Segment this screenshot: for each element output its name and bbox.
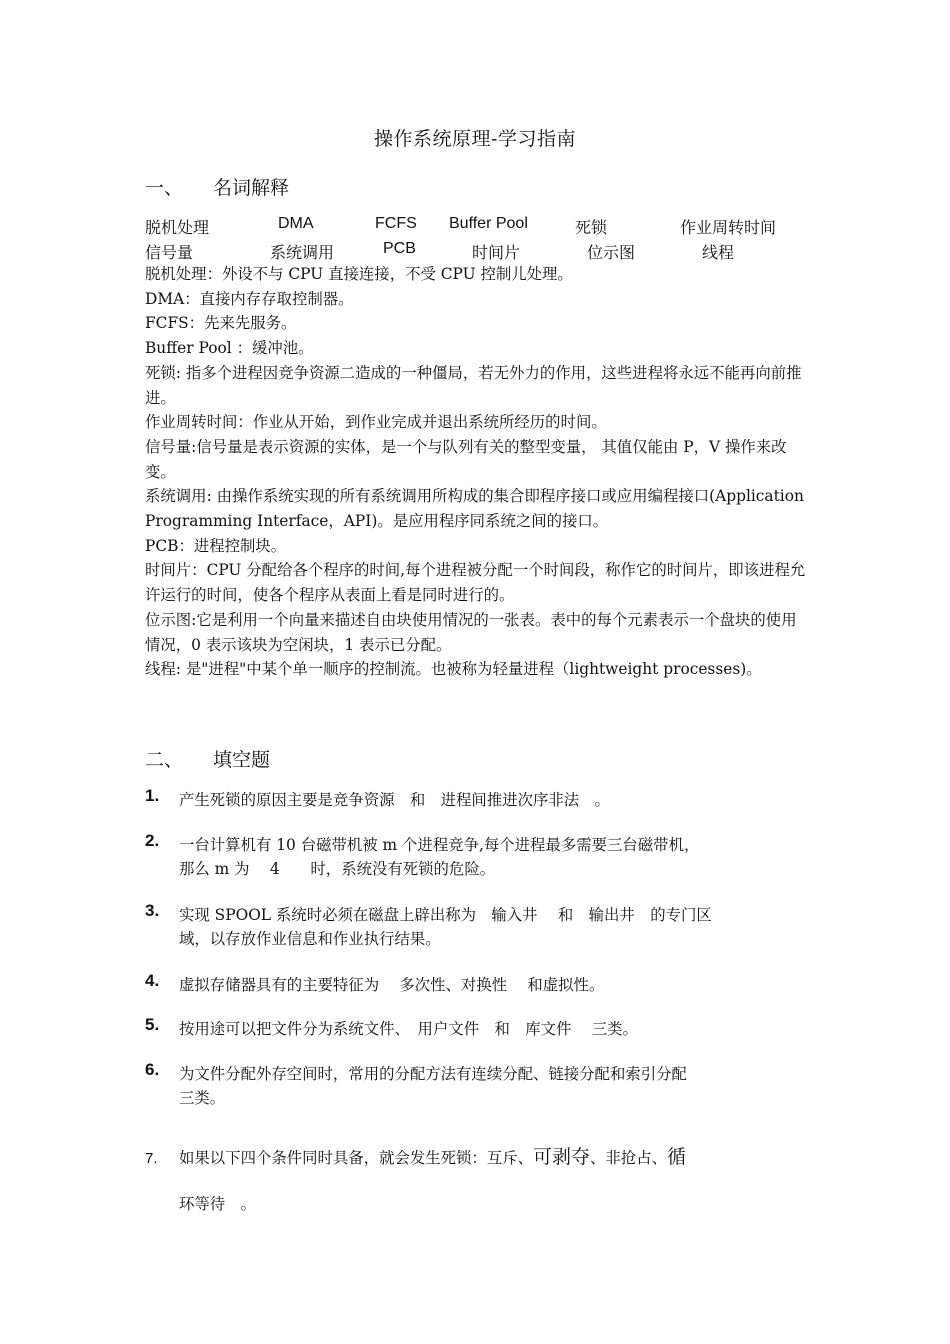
term: 位示图 [587,243,636,262]
question-text-continued: 那么 m 为 4 时，系统没有死锁的危险。 [179,860,496,878]
definition: 线程: 是"进程"中某个单一顺序的控制流。也被称为轻量进程（lightweight processes)。 [145,660,762,679]
question-item [145,833,809,881]
definition: 作业周转时间：作业从开始，到作业完成并退出系统所经历的时间。 [145,413,607,432]
question-number: 4. [145,971,160,990]
question-text: 按用途可以把文件分为系统文件、 用户文件 和 库文件 三类。 [179,1020,638,1038]
question-item [145,788,809,812]
question-item [145,903,809,951]
question-number: 6. [145,1060,160,1079]
question-text: 产生死锁的原因主要是竞争资源 和 进程间推进次序非法 。 [179,791,610,809]
question-text-emphasis: 可剥夺 [533,1146,591,1168]
definition: 系统调用: 由操作系统实现的所有系统调用所构成的集合即程序接口或应用编程接口(Application Programming Interface，API)。是应用程序同系统之间的接口。 [145,487,804,531]
question-item [145,1017,809,1041]
section-label: 名词解释 [213,177,290,199]
term: 死锁 [575,218,608,237]
question-text: 如果以下四个条件同时具备，就会发生死锁：互斥、 [179,1149,533,1167]
page-title: 操作系统原理-学习指南 [374,128,576,150]
question-item [145,1062,809,1110]
definition: 信号量:信号量是表示资源的实体，是一个与队列有关的整型变量， 其值仅能由 P，V 操作来改变。 [145,437,787,481]
term: DMA [278,215,314,232]
question-number: 2. [145,831,160,850]
term: 信号量 [145,243,194,262]
definition: DMA：直接内存存取控制器。 [145,289,354,308]
section-label: 填空题 [213,749,271,771]
section-heading-2 [145,745,270,772]
definition: FCFS：先来先服务。 [145,314,297,333]
question-number: 1. [145,786,160,805]
question-number: 7. [145,1150,158,1167]
question-text: 虚拟存储器具有的主要特征为 多次性、对换性 和虚拟性。 [179,976,605,994]
term: 作业周转时间 [680,218,777,237]
section-heading-1 [145,173,289,200]
term: 系统调用 [270,243,335,262]
definitions-list [145,262,809,682]
term: 线程 [702,243,735,262]
term: PCB [383,240,416,257]
question-text-continued: 域，以存放作业信息和作业执行结果。 [179,930,441,948]
question-item [145,973,809,997]
definition: PCB：进程控制块。 [145,536,287,555]
question-text: 、非抢占、 [590,1149,667,1167]
term: FCFS [375,215,417,232]
term: 脱机处理 [145,218,210,237]
question-number: 5. [145,1015,160,1034]
term: Buffer Pool [449,215,528,232]
section-number: 二、 [145,749,184,771]
terms-row-1 [145,215,825,237]
terms-row-2 [145,240,825,262]
definition: 脱机处理：外设不与 CPU 直接连接，不受 CPU 控制儿处理。 [145,265,573,283]
term: 时间片 [472,243,521,262]
question-text: 为文件分配外存空间时，常用的分配方法有连续分配、链接分配和索引分配 [179,1065,687,1083]
definition: 死锁: 指多个进程因竞争资源二造成的一种僵局，若无外力的作用，这些进程将永远不能再向前推进。 [145,363,802,407]
question-text-continued: 环等待 。 [179,1195,256,1213]
question-text-emphasis: 循 [666,1146,686,1168]
question-text-continued: 三类。 [179,1089,226,1107]
definition: Buffer Pool ：缓冲池。 [145,339,314,358]
question-text: 一台计算机有 10 台磁带机被 m 个进程竞争,每个进程最多需要三台磁带机， [179,836,700,854]
question-item [145,1143,809,1218]
question-text: 实现 SPOOL 系统时必须在磁盘上辟出称为 输入井 和 输出井 的专门区 [179,906,712,924]
definition: 位示图:它是利用一个向量来描述自由块使用情况的一张表。表中的每个元素表示一个盘块的使用情况，0 表示该块为空闲块，1 表示已分配。 [145,610,797,654]
section-number: 一、 [145,177,184,199]
definition: 时间片：CPU 分配给各个程序的时间,每个进程被分配一个时间段，称作它的时间片，即该进程允许运行的时间，使各个程序从表面上看是同时进行的。 [145,561,806,605]
question-number: 3. [145,901,160,920]
